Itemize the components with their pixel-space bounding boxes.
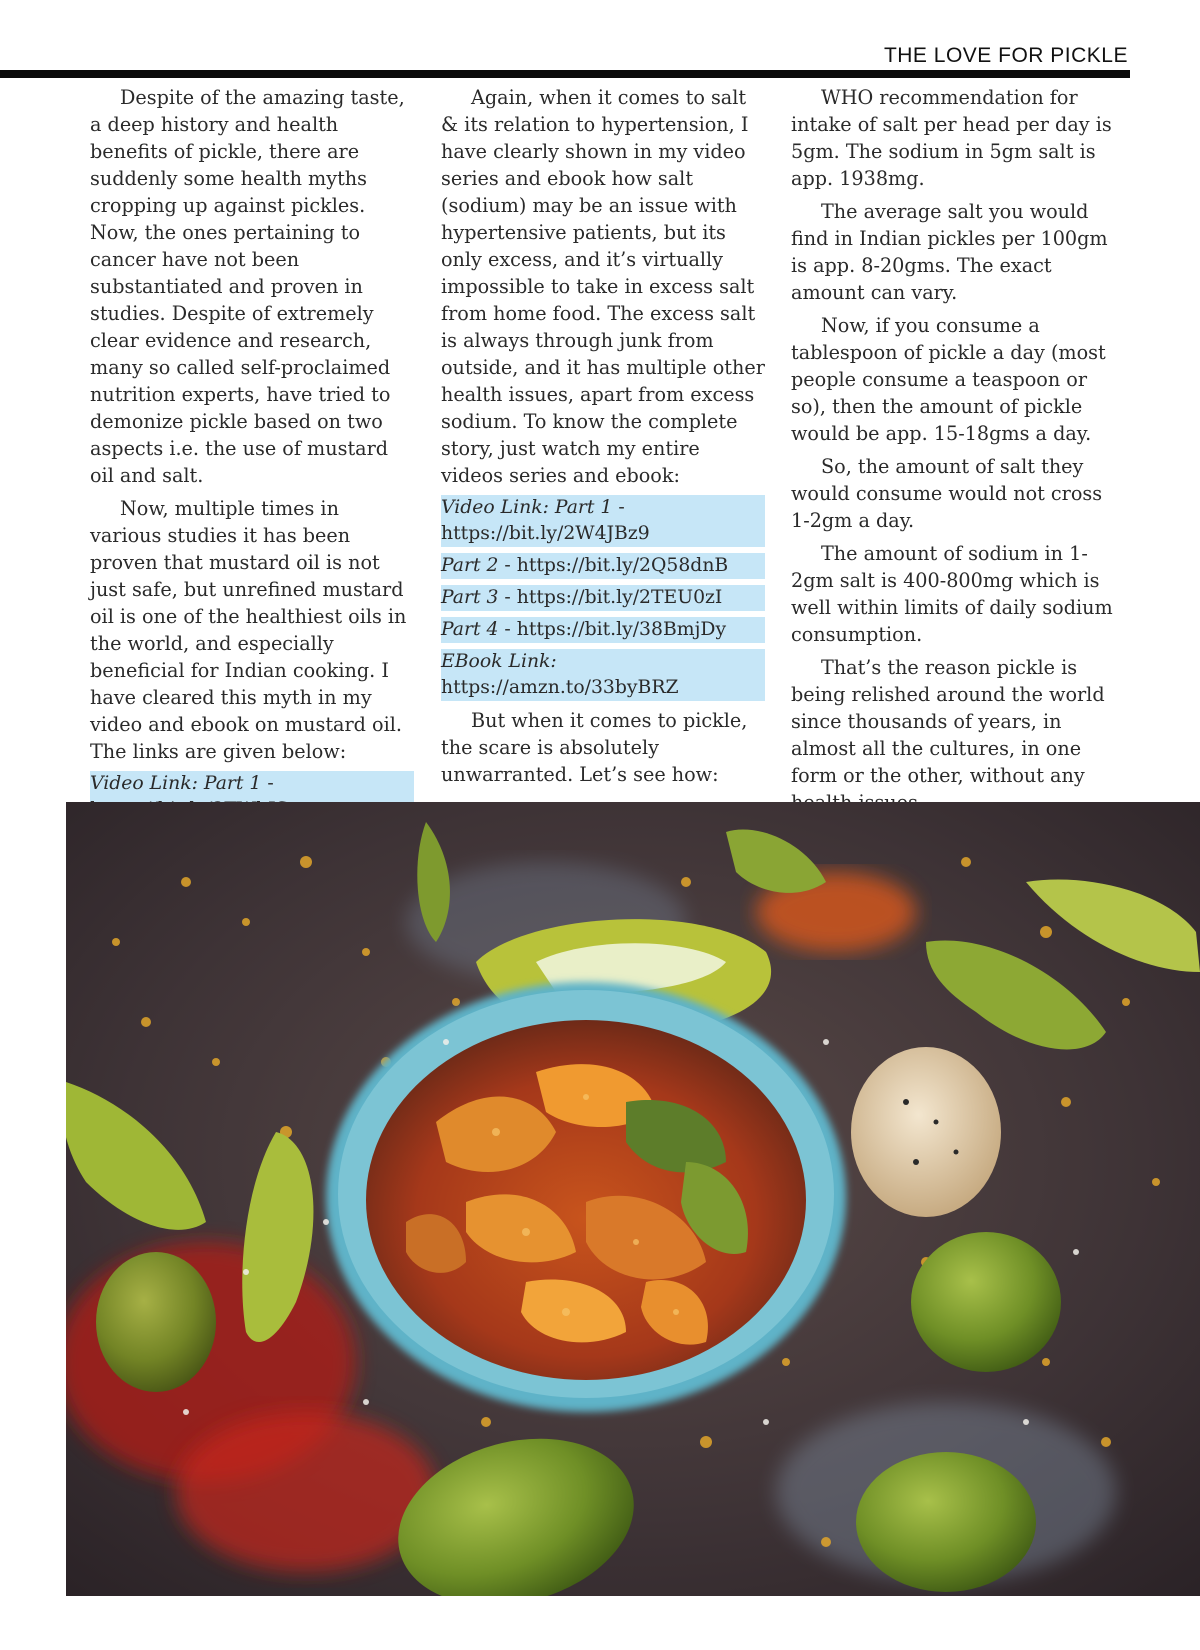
link-separator: - [498,619,517,640]
link-part-3[interactable] [441,585,765,611]
link-separator: - [498,587,517,608]
paragraph: Despite of the amazing taste, a deep history and health benefits of pickle, there are suddenly some health myths cropping up against pickles. Now, the ones pertaining to cancer have not been substantiated and proven in studies. Despite of extremely clear evidence and research, many so called self-proclaimed nutrition experts, have tried to demonize pickle based on two aspects i.e. the use of mustard oil and salt. [90,86,405,487]
link-url[interactable]: https://bit.ly/38BmjDy [516,619,727,640]
pickle-photo-illustration [66,802,1200,1596]
link-label: Part 4 [441,619,499,640]
column-1 [90,84,414,919]
link-label: Part 3 [441,587,499,608]
link-separator: - [261,773,274,794]
link-url[interactable]: https://amzn.to/33byBRZ [441,677,679,698]
header-rule [0,70,1130,78]
link-part-2[interactable] [441,553,765,579]
paragraph: WHO recommendation for intake of salt per head per day is 5gm. The sodium in 5gm salt is app. 1938mg. [791,86,1112,190]
paragraph: So, the amount of salt they would consume would not cross 1-2gm a day. [791,455,1103,532]
link-separator: - [612,497,625,518]
link-video-part-1[interactable] [441,495,765,547]
column-3 [791,84,1121,822]
paragraph: That’s the reason pickle is being relished around the world since thousands of years, in almost all the cultures, in one form or the other, without any [791,656,1105,787]
paragraph: The amount of sodium in 1-2gm salt is 400-800mg which is well within limits of daily sodium consumption. [791,542,1113,646]
pickle-photo [66,802,1200,1596]
link-label: EBook Link: [441,651,557,672]
link-part-4[interactable] [441,617,765,643]
link-url[interactable]: https://bit.ly/2W4JBz9 [441,523,650,544]
link-url[interactable]: https://bit.ly/2Q58dnB [516,555,729,576]
column-2 [441,84,765,794]
link-url[interactable]: https://bit.ly/2TEU0zI [516,587,723,608]
link-separator: - [498,555,517,576]
paragraph: The average salt you would find in Indian pickles per 100gm is app. 8-20gms. The exact amount can vary. [791,200,1108,304]
link-label: Video Link: Part 1 [441,497,613,518]
paragraph: Now, if you consume a tablespoon of pickle a day (most people consume a teaspoon or so), then the amount of pickle would be app. 15-18gms a day. [791,314,1106,445]
page-header-title: THE LOVE FOR PICKLE [883,44,1128,67]
link-ebook[interactable] [441,649,765,701]
link-label: Part 2 [441,555,499,576]
link-label: Video Link: Part 1 [90,773,262,794]
paragraph: Now, multiple times in various studies it has been proven that mustard oil is not just safe, but unrefined mustard oil is one of the healthiest oils in the world, and especially beneficial for Indian cooking. I have cleared this myth in my video and ebook on mustard oil. The links are given below: [90,497,407,763]
paragraph: But when it comes to pickle, the scare is absolutely unwarranted. Let’s see how: [441,709,748,786]
paragraph: Again, when it comes to salt & its relation to hypertension, I have clearly shown in my video series and ebook how salt (sodium) may be an issue with hypertensive patients, but its only excess, and it’s virtually impossible to take in excess salt from home food. The excess salt is always through junk from outside, and it has multiple other health issues, apart from excess sodium. To know the complete story, just watch my entire videos series and ebook: [441,86,765,487]
